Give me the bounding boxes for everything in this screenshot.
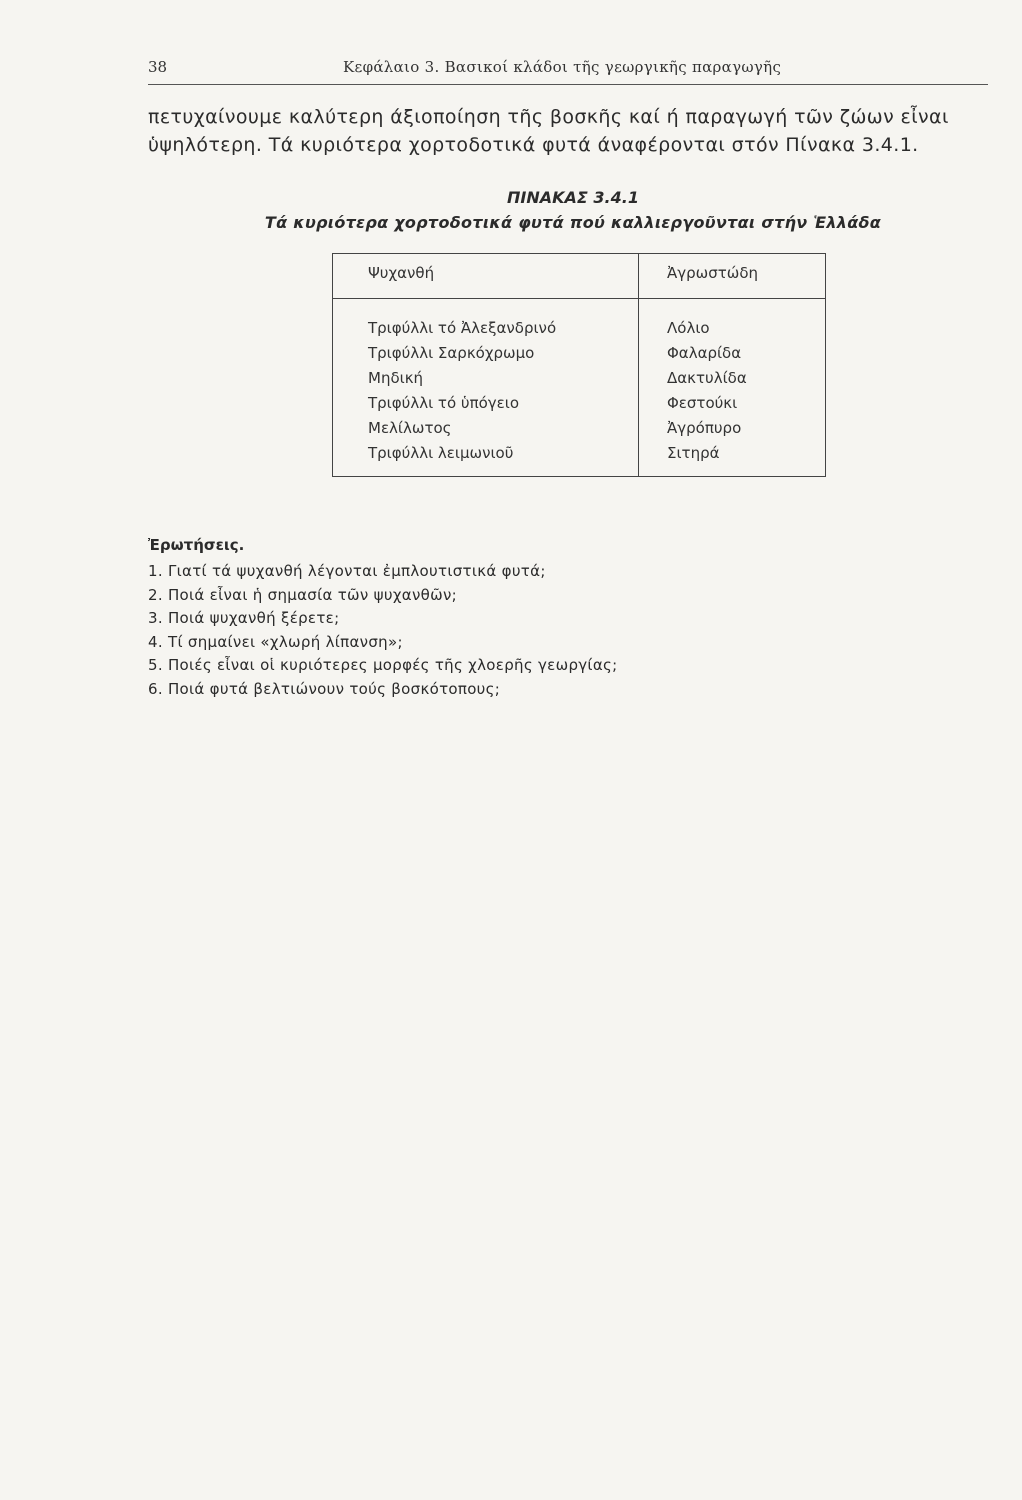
page-number: 38 <box>148 58 168 76</box>
grasses-list <box>667 316 747 466</box>
question-item: 2. Ποιά εἶναι ἡ σημασία τῶν ψυχανθῶν; <box>148 585 458 604</box>
running-title: Κεφάλαιο 3. Βασικοί κλάδοι τῆς γεωργικῆς παραγωγῆς <box>343 58 782 76</box>
question-item: 4. Τί σημαίνει «χλωρή λίπανση»; <box>148 632 403 651</box>
question-item: 5. Ποιές εἶναι οἱ κυριότερες μορφές τῆς χλοερῆς γεωργίας; <box>148 656 618 674</box>
running-header <box>148 58 988 85</box>
table-cell: Μελίλωτος <box>368 419 452 437</box>
table-label: ΠΙΝΑΚΑΣ 3.4.1 <box>507 188 639 207</box>
table-cell: Φαλαρίδα <box>667 344 742 362</box>
table-cell: Φεστούκι <box>667 394 738 412</box>
question-item: 6. Ποιά φυτά βελτιώνουν τούς βοσκότοπους; <box>148 679 501 698</box>
table-cell: Τριφύλλι Σαρκόχρωμο <box>368 344 535 362</box>
column-header-legumes: Ψυχανθή <box>368 264 435 282</box>
table-cell: Δακτυλίδα <box>667 369 747 387</box>
questions-list <box>148 560 617 701</box>
question-item: 1. Γιατί τά ψυχανθή λέγονται ἐμπλουτιστικά φυτά; <box>148 562 546 580</box>
paragraph-line: πετυχαίνουμε καλύτερη άξιοποίηση τῆς βοσκῆς καί ή παραγωγή τῶν ζώων εἶναι <box>148 106 949 128</box>
table-cell: Τριφύλλι λειμωνιοῦ <box>368 444 514 462</box>
header-divider <box>333 298 825 299</box>
column-header-grasses: Ἀγρωστώδη <box>667 264 759 282</box>
questions-heading: Ἐρωτήσεις. <box>148 536 245 554</box>
column-divider <box>638 254 639 476</box>
body-paragraph <box>148 103 1008 159</box>
table-cell: Λόλιο <box>667 319 710 337</box>
table-cell: Ἀγρόπυρο <box>667 419 742 437</box>
question-item: 3. Ποιά ψυχανθή ξέρετε; <box>148 609 340 627</box>
forage-crops-table <box>332 253 826 477</box>
table-title: Τά κυριότερα χορτοδοτικά φυτά πού καλλιεργοῦνται στήν Ἑλλάδα <box>264 213 882 232</box>
table-cell: Τριφύλλι τό Ἀλεξανδρινό <box>368 319 557 337</box>
paragraph-line: ὑψηλότερη. Τά κυριότερα χορτοδοτικά φυτά άναφέρονται στόν Πίνακα 3.4.1. <box>148 134 919 156</box>
legumes-list <box>368 316 556 466</box>
table-cell: Τριφύλλι τό ὑπόγειο <box>368 394 520 412</box>
table-cell: Μηδική <box>368 369 424 387</box>
table-cell: Σιτηρά <box>667 444 720 462</box>
